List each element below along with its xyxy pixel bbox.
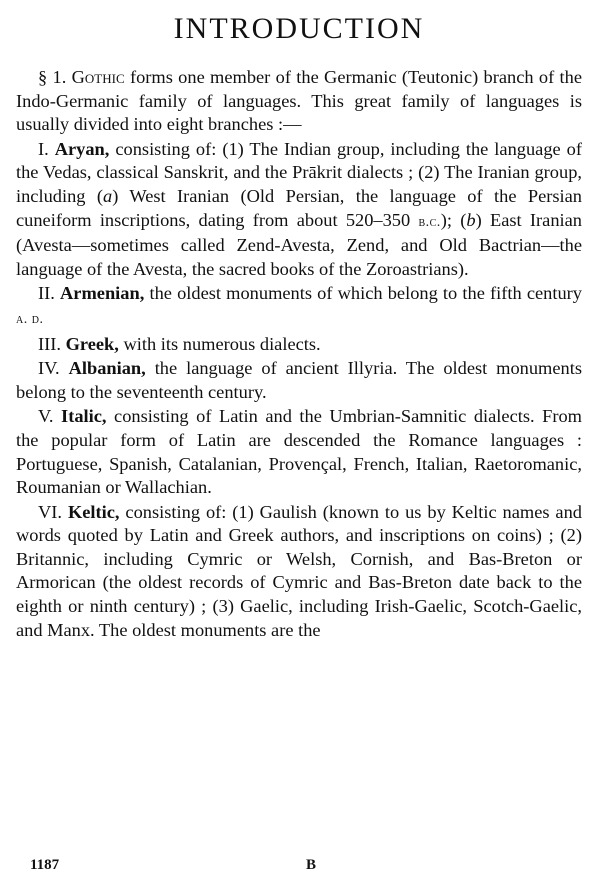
branch-name: Aryan, <box>54 138 110 159</box>
paragraph-text: ) East Iranian (Avesta—sometimes called Zend-Avesta, Zend, and Old Bactrian—the language of the Avesta, the sacred books of the Zoroastrians). <box>16 209 582 279</box>
paragraph-text: forms one member of the Germanic (Teutonic) branch of the Indo-Germanic family of languages. This great family of languages is usually divided into eight branches :— <box>16 67 582 135</box>
paragraph-text: the oldest monuments of which belong to the fifth century <box>144 283 582 304</box>
page-title: INTRODUCTION <box>173 12 425 45</box>
printer-number: 1187 <box>30 857 60 873</box>
branch-number: I. <box>38 138 49 159</box>
branch-name: Italic, <box>61 406 107 427</box>
paragraph-section-1 <box>16 66 582 137</box>
branch-number: VI. <box>38 501 63 522</box>
paragraph-albanian <box>16 357 582 404</box>
branch-number: III. <box>38 333 61 354</box>
body-text <box>16 66 582 642</box>
branch-number: II. <box>38 283 55 304</box>
item-letter: a <box>102 185 113 206</box>
lead-word: Gothic <box>71 67 125 87</box>
paragraph-armenian <box>16 282 582 331</box>
paragraph-text: ) West Iranian (Old Persian, the language of the Persian cuneiform inscriptions, dating from about 520–350 <box>16 185 582 230</box>
paragraph-aryan <box>16 138 582 282</box>
signature-mark: B <box>306 857 317 873</box>
item-letter: b <box>466 209 476 230</box>
branch-name: Greek, <box>65 333 119 354</box>
paragraph-text: consisting of: (1) Gaulish (known to us by Keltic names and words quoted by Latin and Greek authors, and inscriptions on coins) ; (2) Britannic, including Cymric or Welsh, Cornish, and Bas-Breton or Armorican (the oldest records of Cymric and Bas-Breton date back to the eighth or ninth century) ; (3) Gaelic, including Irish-Gaelic, Scotch-Gaelic, and Manx. The oldest monuments are the <box>16 501 582 640</box>
era-abbrev: b.c. <box>418 214 441 230</box>
paragraph-italic <box>16 405 582 499</box>
branch-name: Keltic, <box>67 501 120 522</box>
branch-name: Albanian, <box>68 358 146 379</box>
section-mark: § 1. <box>38 67 67 87</box>
paragraph-keltic <box>16 501 582 643</box>
paragraph-text: consisting of Latin and the Umbrian-Samnitic dialects. From the popular form of Latin are descended the Romance languages : Portuguese, Spanish, Catalanian, Provençal, French, Italian, Raetoromanic, Roumanian or Wallachian. <box>16 406 582 498</box>
paragraph-text: ); ( <box>440 209 467 230</box>
paragraph-text: with its numerous dialects. <box>118 333 321 354</box>
era-abbrev: a. d. <box>16 311 44 327</box>
branch-number: V. <box>38 406 54 427</box>
paragraph-text: the language of ancient Illyria. The oldest monuments belong to the seventeenth century. <box>16 358 582 402</box>
paragraph-text: consisting of: (1) The Indian group, including the language of the Vedas, classical Sanskrit, and the Prākrit dialects ; (2) The Iranian group, including ( <box>16 138 582 206</box>
paragraph-greek <box>16 333 582 357</box>
branch-name: Armenian, <box>60 283 145 304</box>
branch-number: IV. <box>38 358 60 379</box>
